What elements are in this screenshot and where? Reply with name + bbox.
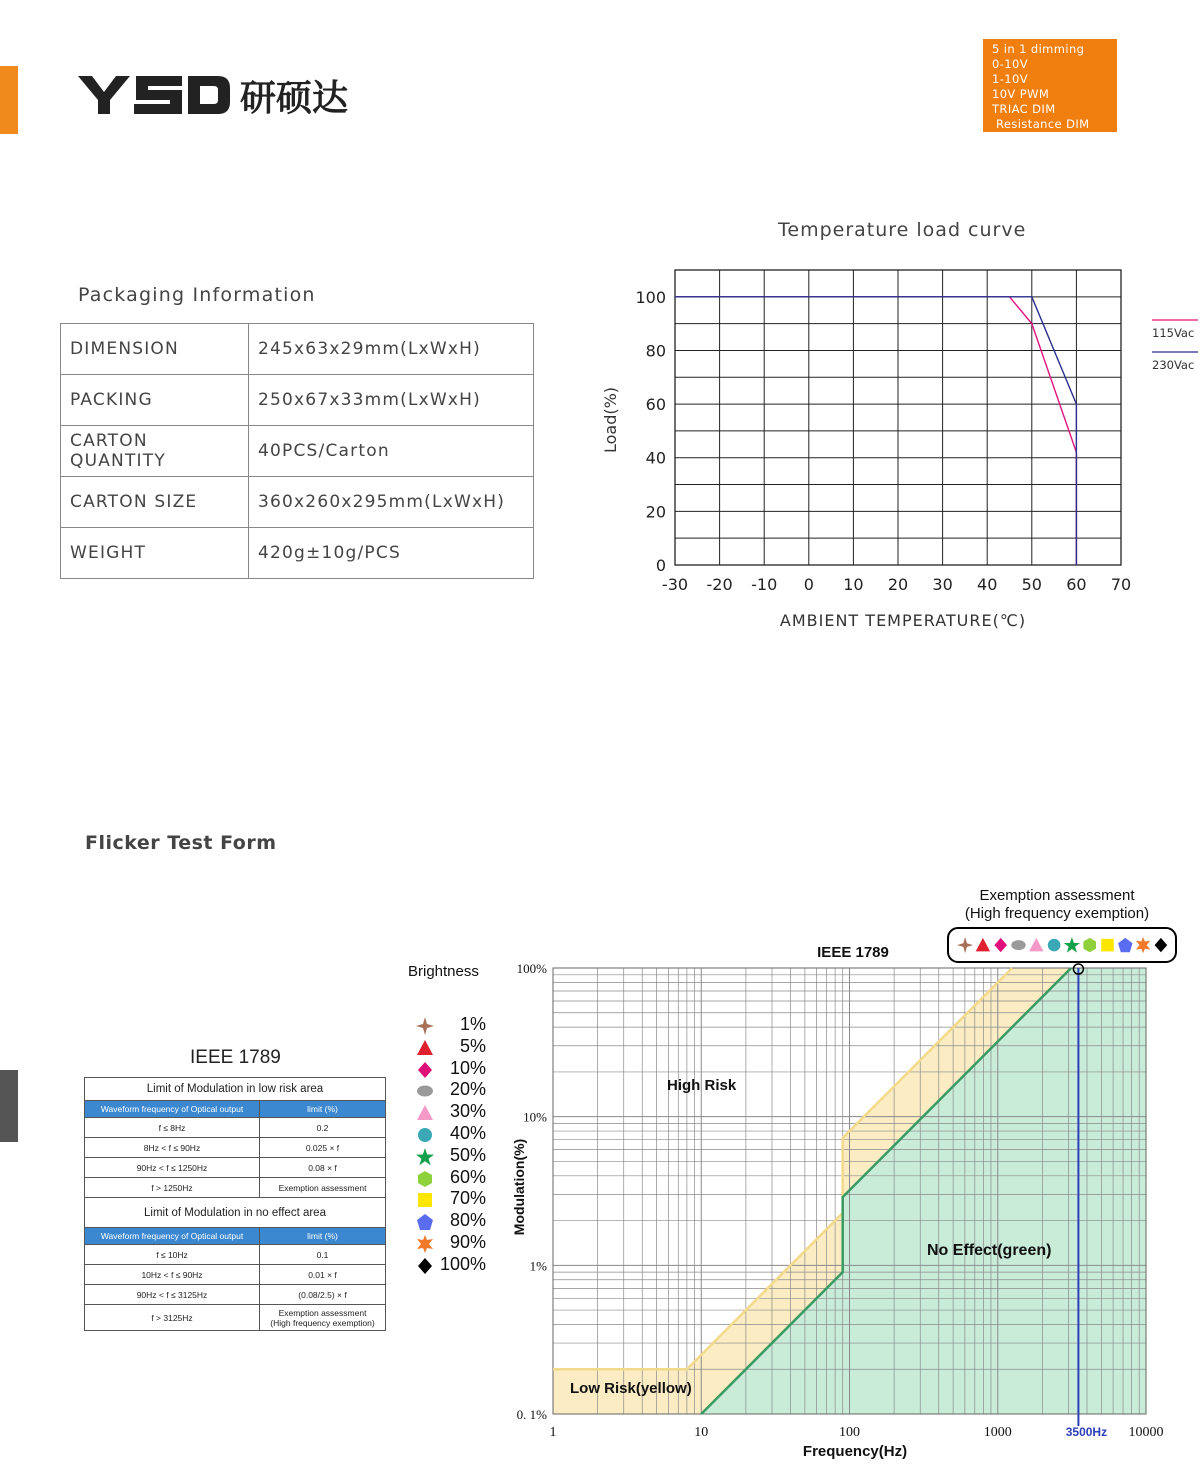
brightness-item — [416, 1079, 496, 1101]
table-row — [85, 1305, 386, 1331]
limit-cell: 0.025 × f — [260, 1138, 386, 1158]
row-value: 40PCS/Carton — [249, 426, 534, 477]
badge-line: TRIAC DIM — [992, 102, 1056, 116]
brightness-pct: 5% — [459, 1035, 486, 1056]
x-tick-label: 10 — [694, 1425, 709, 1440]
freq-cell: 10Hz < f ≤ 90Hz — [85, 1265, 260, 1285]
x-tick-label: 10000 — [1128, 1425, 1164, 1440]
table-row — [85, 1178, 386, 1198]
brightness-label: Brightness — [408, 963, 479, 980]
temp-load-chart — [590, 255, 1200, 645]
row-key: WEIGHT — [61, 528, 249, 579]
no-effect-label: No Effect(green) — [927, 1242, 1052, 1259]
diamond-icon — [416, 1257, 434, 1275]
badge-line: 10V PWM — [992, 87, 1050, 101]
x-tick-label: 0 — [803, 575, 814, 594]
y-tick-label: 40 — [645, 448, 666, 468]
exemption-subtitle: (High frequency exemption) — [964, 905, 1150, 922]
y-tick-label: 100 — [635, 287, 666, 307]
brightness-item — [416, 1167, 496, 1189]
x-tick-label: -20 — [706, 575, 733, 594]
row-key: CARTON QUANTITY — [61, 426, 249, 477]
y-tick-label: 0 — [655, 556, 666, 575]
col-header: limit (%) — [260, 1228, 386, 1245]
brightness-pct: 70% — [449, 1188, 486, 1209]
brightness-item — [416, 1036, 496, 1058]
star6-icon — [416, 1235, 434, 1253]
x-tick-label: 100 — [839, 1425, 860, 1440]
brightness-item — [416, 1101, 496, 1123]
x-tick-label: -30 — [661, 575, 689, 594]
x-axis-label: AMBIENT TEMPERATURE(℃) — [779, 611, 1027, 630]
limit-cell: 0.01 × f — [260, 1265, 386, 1285]
y-axis-label: Load(%) — [601, 386, 620, 454]
row-key: DIMENSION — [61, 324, 249, 375]
brightness-item — [416, 1210, 496, 1232]
row-value: 250x67x33mm(LxWxH) — [249, 375, 534, 426]
brightness-pct: 30% — [449, 1101, 486, 1122]
col-header: limit (%) — [260, 1101, 386, 1118]
temp-chart-title: Temperature load curve — [778, 219, 1027, 241]
ieee-table-title: IEEE 1789 — [190, 1047, 281, 1068]
table-row — [85, 1265, 386, 1285]
badge-line: 0-10V — [992, 57, 1028, 71]
y-tick-label: 100% — [516, 961, 547, 976]
flicker-title: Flicker Test Form — [85, 832, 277, 854]
brightness-pct: 90% — [449, 1232, 486, 1252]
square-icon — [1101, 939, 1114, 952]
low-risk-label: Low Risk(yellow) — [570, 1380, 692, 1397]
x-tick-label: 60 — [1066, 575, 1087, 594]
table-row — [61, 426, 534, 477]
legend-label: 230Vac — [1152, 358, 1195, 372]
circle-icon — [416, 1126, 434, 1144]
diamond-icon — [416, 1061, 434, 1079]
badge-line: Resistance DIM — [992, 117, 1090, 131]
hexagon-icon — [416, 1170, 434, 1188]
row-value: 420g±10g/PCS — [249, 528, 534, 579]
x-axis-label: Frequency(Hz) — [802, 1443, 908, 1460]
dimming-badge — [983, 39, 1117, 132]
row-value: 360x260x295mm(LxWxH) — [249, 477, 534, 528]
triangle-icon — [416, 1039, 434, 1057]
brightness-pct: 100% — [439, 1253, 486, 1274]
brightness-item — [416, 1188, 496, 1210]
side-marker — [0, 1070, 18, 1142]
freq-cell: f ≤ 8Hz — [85, 1118, 260, 1138]
x-tick-label: -10 — [751, 575, 778, 594]
circle-icon — [1048, 939, 1061, 952]
legend-label: 115Vac — [1152, 326, 1195, 340]
y-tick-label: 0. 1% — [516, 1407, 547, 1422]
brightness-item — [416, 1014, 496, 1036]
x-tick-label: 50 — [1021, 575, 1042, 594]
brightness-pct: 1% — [459, 1014, 486, 1034]
chart-title: IEEE 1789 — [817, 944, 889, 961]
brand-cn-text: 研硕达 — [240, 78, 349, 116]
ieee-1789-chart — [500, 880, 1200, 1473]
x-tick-label: 70 — [1110, 575, 1132, 594]
brightness-pct: 80% — [449, 1210, 486, 1231]
y-tick-label: 80 — [645, 341, 666, 361]
marker-label: 3500Hz — [1065, 1425, 1108, 1439]
triangle-icon — [416, 1104, 434, 1122]
x-tick-label: 20 — [887, 575, 909, 594]
limit-cell: 0.2 — [260, 1118, 386, 1138]
brightness-item — [416, 1254, 496, 1276]
star5-icon — [416, 1148, 434, 1166]
freq-cell: f > 1250Hz — [85, 1178, 260, 1198]
accent-bar — [0, 66, 18, 134]
table-row — [61, 324, 534, 375]
y-tick-label: 60 — [645, 395, 666, 415]
packaging-title: Packaging Information — [78, 284, 316, 306]
limit-cell: 0.1 — [260, 1245, 386, 1265]
x-tick-label: 10 — [843, 575, 864, 594]
x-tick-label: 40 — [977, 575, 998, 594]
brightness-pct: 40% — [449, 1123, 486, 1143]
high-risk-label: High Risk — [667, 1077, 737, 1094]
low-risk-heading: Limit of Modulation in low risk area — [85, 1078, 386, 1101]
table-row — [85, 1285, 386, 1305]
freq-cell: f > 3125Hz — [85, 1305, 260, 1331]
square-icon — [416, 1191, 434, 1209]
row-value: 245x63x29mm(LxWxH) — [249, 324, 534, 375]
row-key: CARTON SIZE — [61, 477, 249, 528]
no-effect-heading: Limit of Modulation in no effect area — [85, 1198, 386, 1228]
x-tick-label: 30 — [932, 575, 953, 594]
brightness-pct: 60% — [449, 1166, 486, 1187]
table-row — [61, 375, 534, 426]
brightness-item — [416, 1058, 496, 1080]
x-tick-label: 1000 — [983, 1425, 1012, 1440]
brightness-pct: 20% — [449, 1079, 486, 1100]
col-header: Waveform frequency of Optical output — [85, 1228, 260, 1245]
x-tick-label: 1 — [549, 1425, 557, 1440]
packaging-table — [60, 323, 534, 579]
table-row — [85, 1158, 386, 1178]
freq-cell: 90Hz < f ≤ 3125Hz — [85, 1285, 260, 1305]
exemption-title: Exemption assessment — [979, 887, 1135, 904]
limit-cell: (0.08/2.5) × f — [260, 1285, 386, 1305]
brightness-item — [416, 1123, 496, 1145]
badge-line: 5 in 1 dimming — [992, 42, 1085, 56]
ellipse-icon — [416, 1082, 434, 1100]
row-key: PACKING — [61, 375, 249, 426]
brightness-item — [416, 1232, 496, 1254]
limit-cell: 0.08 × f — [260, 1158, 386, 1178]
star4-icon — [416, 1017, 434, 1035]
col-header: Waveform frequency of Optical output — [85, 1101, 260, 1118]
badge-line: 1-10V — [992, 72, 1028, 86]
freq-cell: f ≤ 10Hz — [85, 1245, 260, 1265]
brightness-pct: 50% — [449, 1144, 486, 1165]
pentagon-icon — [416, 1213, 434, 1231]
table-row — [61, 477, 534, 528]
y-tick-label: 10% — [523, 1109, 547, 1125]
brightness-pct: 10% — [449, 1057, 486, 1078]
y-tick-label: 20 — [645, 502, 666, 522]
table-row — [61, 528, 534, 579]
table-row — [85, 1245, 386, 1265]
freq-cell: 90Hz < f ≤ 1250Hz — [85, 1158, 260, 1178]
ieee-limits-table — [84, 1077, 386, 1331]
brand-logo — [78, 74, 358, 120]
limit-cell: Exemption assessment — [260, 1178, 386, 1198]
ellipse-icon — [1011, 940, 1025, 950]
table-row — [85, 1138, 386, 1158]
y-tick-label: 1% — [529, 1258, 547, 1274]
table-row — [85, 1118, 386, 1138]
freq-cell: 8Hz < f ≤ 90Hz — [85, 1138, 260, 1158]
limit-cell: Exemption assessment (High frequency exemption) — [260, 1305, 386, 1331]
brightness-item — [416, 1145, 496, 1167]
y-axis-label: Modulation(%) — [511, 1138, 527, 1236]
